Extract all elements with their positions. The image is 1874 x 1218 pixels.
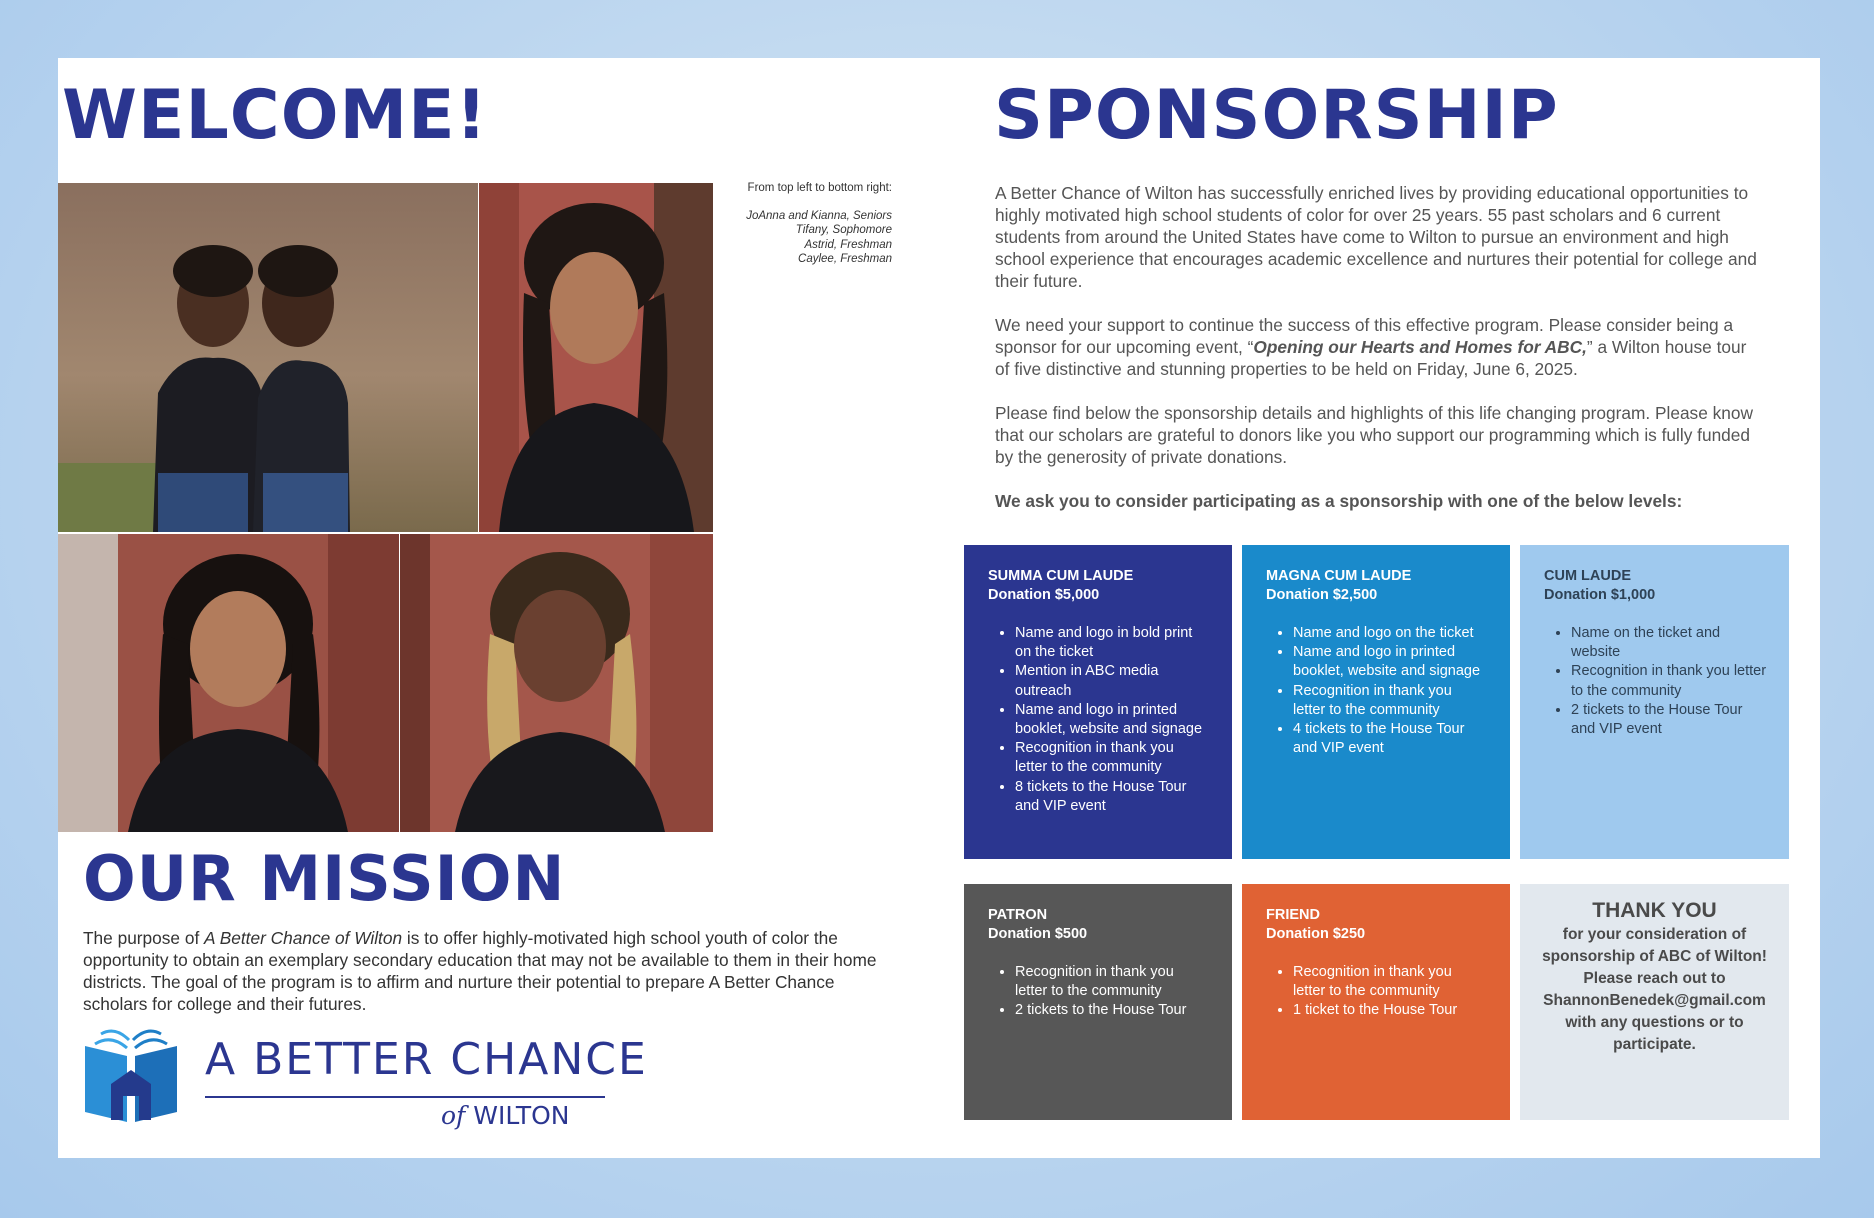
benefit-item: • Name and logo on the ticket bbox=[1293, 624, 1488, 643]
benefit-item: • 2 tickets to the House Tour and VIP event bbox=[1571, 701, 1767, 739]
abc-logo bbox=[81, 1024, 648, 1134]
benefit-item: • Recognition in thank you letter to the community bbox=[1571, 662, 1767, 700]
mission-title: OUR MISSION bbox=[83, 842, 566, 915]
level-tier: SUMMA CUM LAUDE bbox=[988, 568, 1134, 584]
level-amount: Donation $250 bbox=[1266, 926, 1366, 942]
thank-you-box bbox=[1520, 884, 1789, 1120]
para2-start: We need your support to continue the success of this effective program. Please consider being a sponsor for our upcoming event, “ bbox=[995, 315, 1734, 357]
logo-rule bbox=[205, 1096, 605, 1098]
benefit-item: • 8 tickets to the House Tour and VIP event bbox=[1015, 778, 1210, 816]
caption-heading: From top left to bottom right: bbox=[747, 182, 892, 194]
level-magna-cum-laude bbox=[1242, 545, 1510, 859]
photo-caption bbox=[718, 181, 892, 267]
welcome-title: WELCOME! bbox=[62, 76, 488, 155]
sponsorship-para-4: We ask you to consider participating as a sponsorship with one of the below levels: bbox=[995, 491, 1683, 511]
level-tier: CUM LAUDE bbox=[1544, 568, 1631, 584]
para2-end: ” a Wilton house tour of five distinctive and stunning properties to be held on Friday, June 6, 2025. bbox=[995, 337, 1747, 379]
level-tier: PATRON bbox=[988, 907, 1048, 923]
level-tier: FRIEND bbox=[1266, 907, 1320, 923]
brochure-page bbox=[58, 58, 1820, 1158]
caption-line: JoAnna and Kianna, Seniors bbox=[746, 209, 892, 222]
level-cum-laude bbox=[1520, 545, 1789, 859]
sponsorship-para-3: Please find below the sponsorship details and highlights of this life changing program. Please know that our scholars are grateful to donors like you who support our programming which is fully funded by the generosity of private donations. bbox=[995, 403, 1753, 467]
benefit-item: • 1 ticket to the House Tour bbox=[1293, 1001, 1488, 1020]
level-summa-cum-laude bbox=[964, 545, 1232, 859]
benefit-item: • 2 tickets to the House Tour bbox=[1015, 1001, 1210, 1020]
benefit-item: • 4 tickets to the House Tour and VIP event bbox=[1293, 720, 1488, 758]
sponsorship-text bbox=[995, 182, 1759, 534]
level-benefits bbox=[988, 624, 1210, 816]
benefit-item: • Name on the ticket and website bbox=[1571, 624, 1767, 662]
photo-sophomore bbox=[479, 183, 713, 532]
level-benefits bbox=[1544, 624, 1767, 739]
sponsorship-title: SPONSORSHIP bbox=[994, 76, 1559, 155]
caption-line: Caylee, Freshman bbox=[798, 253, 892, 265]
level-friend bbox=[1242, 884, 1510, 1120]
level-amount: Donation $500 bbox=[988, 926, 1088, 942]
benefit-item: • Recognition in thank you letter to the community bbox=[1293, 682, 1488, 720]
benefit-item: • Recognition in thank you letter to the community bbox=[1293, 963, 1488, 1001]
level-patron bbox=[964, 884, 1232, 1120]
mission-text-end: is to offer highly-motivated high school youth of color the opportunity to obtain an exemplary secondary education that may not be available to them in their home districts. The goal of the program is to affirm and nurture their potential to prepare A Better Chance scholars for college and their futures. bbox=[83, 928, 877, 1014]
photo-freshman-astrid bbox=[58, 534, 399, 832]
mission-text bbox=[83, 927, 883, 1015]
benefit-item: • Recognition in thank you letter to the community bbox=[1015, 963, 1210, 1001]
mission-text-start: The purpose of bbox=[83, 928, 205, 948]
open-book-house-icon bbox=[81, 1024, 181, 1124]
benefit-item: • Name and logo in bold print on the ticket bbox=[1015, 624, 1210, 662]
level-benefits bbox=[988, 963, 1210, 1021]
event-name: Opening our Hearts and Homes for ABC, bbox=[1253, 337, 1587, 357]
thank-you-title: THANK YOU bbox=[1592, 899, 1717, 922]
level-amount: Donation $2,500 bbox=[1266, 587, 1378, 603]
level-amount: Donation $5,000 bbox=[988, 587, 1100, 603]
logo-subtitle bbox=[441, 1101, 570, 1130]
level-amount: Donation $1,000 bbox=[1544, 587, 1656, 603]
level-benefits bbox=[1266, 963, 1488, 1021]
sponsorship-para-2 bbox=[995, 314, 1759, 380]
thank-you-body: for your consideration of sponsorship of ABC of Wilton! Please reach out to ShannonBenedek@gmail.com with any questions or to participate. bbox=[1542, 926, 1767, 1053]
level-benefits bbox=[1266, 624, 1488, 758]
mission-org-name: A Better Chance of Wilton bbox=[204, 928, 403, 948]
benefit-item: • Mention in ABC media outreach bbox=[1015, 662, 1210, 700]
caption-line: Tifany, Sophomore bbox=[795, 224, 892, 236]
photo-seniors bbox=[58, 183, 478, 532]
logo-of: of bbox=[441, 1101, 466, 1130]
sponsorship-para-1: A Better Chance of Wilton has successfully enriched lives by providing educational opportunities to highly motivated high school students of color for over 25 years. 55 past scholars and 6 current students from around the United States have come to Wilton to pursue an environment and high school experience that encourages academic excellence and nurtures their potential for college and their future. bbox=[995, 183, 1757, 291]
photo-freshman-caylee bbox=[400, 534, 713, 832]
logo-wordmark: A BETTER CHANCE bbox=[205, 1034, 648, 1085]
level-tier: MAGNA CUM LAUDE bbox=[1266, 568, 1412, 584]
benefit-item: • Name and logo in printed booklet, website and signage bbox=[1015, 701, 1210, 739]
benefit-item: • Name and logo in printed booklet, website and signage bbox=[1293, 643, 1488, 681]
caption-line: Astrid, Freshman bbox=[804, 238, 892, 251]
benefit-item: • Recognition in thank you letter to the community bbox=[1015, 739, 1210, 777]
logo-wilton: WILTON bbox=[473, 1101, 570, 1130]
